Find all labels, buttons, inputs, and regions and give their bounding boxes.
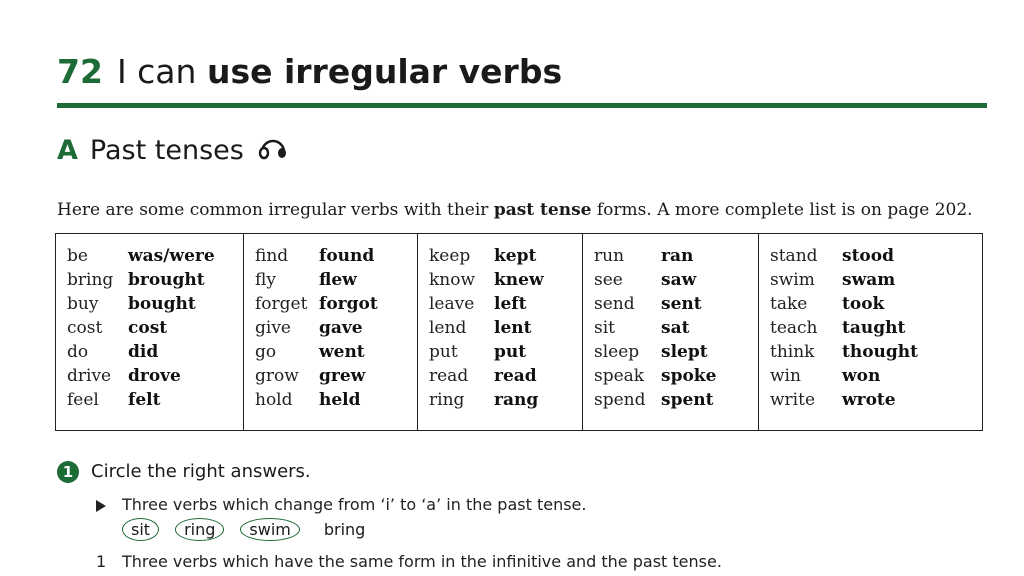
past-tense: stood (842, 246, 894, 266)
infinitive: speak (594, 366, 645, 386)
past-tense: took (842, 294, 885, 314)
verb-row (770, 388, 981, 412)
infinitive: win (770, 366, 801, 386)
example-arrow-icon (96, 500, 106, 512)
past-tense: lent (494, 318, 532, 338)
infinitive: fly (255, 270, 276, 290)
past-tense: kept (494, 246, 537, 266)
infinitive: hold (255, 390, 293, 410)
infinitive: sit (594, 318, 615, 338)
exercise-heading (57, 459, 311, 485)
infinitive: feel (67, 390, 99, 410)
infinitive: leave (429, 294, 475, 314)
exercise-item (96, 551, 722, 573)
past-tense: saw (661, 270, 697, 290)
intro-after: forms. A more complete list is on page 202. (596, 200, 973, 220)
infinitive: keep (429, 246, 471, 266)
past-tense: cost (128, 318, 168, 338)
past-tense: ran (661, 246, 694, 266)
past-tense: sent (661, 294, 702, 314)
infinitive: read (429, 366, 469, 386)
verb-row (255, 292, 417, 316)
infinitive: grow (255, 366, 299, 386)
verb-row (255, 244, 417, 268)
past-tense: grew (319, 366, 366, 386)
verb-row (594, 292, 758, 316)
infinitive: cost (67, 318, 103, 338)
verb-column (244, 234, 418, 430)
past-tense: spent (661, 390, 714, 410)
past-tense: swam (842, 270, 896, 290)
past-tense: flew (319, 270, 357, 290)
verb-row (770, 268, 981, 292)
past-tense: bought (128, 294, 196, 314)
verb-row (429, 244, 582, 268)
verb-row (255, 268, 417, 292)
infinitive: write (770, 390, 816, 410)
section-letter: A (57, 135, 78, 166)
unit-title-plain: I can (116, 52, 197, 91)
infinitive: find (255, 246, 289, 266)
infinitive: buy (67, 294, 99, 314)
answer-option[interactable]: ring (175, 518, 224, 541)
past-tense: won (842, 366, 881, 386)
item-text: Three verbs which have the same form in the infinitive and the past tense. (122, 552, 722, 571)
verb-column (418, 234, 583, 430)
past-tense: held (319, 390, 361, 410)
verb-column (759, 234, 981, 430)
verb-row (770, 364, 981, 388)
answer-option[interactable]: sit (122, 518, 159, 541)
past-tense: brought (128, 270, 205, 290)
verb-row (429, 340, 582, 364)
example-text: Three verbs which change from ‘i’ to ‘a’ in the past tense. (122, 495, 587, 514)
verb-table (55, 233, 983, 431)
infinitive: put (429, 342, 458, 362)
infinitive: do (67, 342, 89, 362)
section-heading (57, 133, 288, 170)
past-tense: slept (661, 342, 708, 362)
infinitive: bring (67, 270, 114, 290)
verb-column (56, 234, 244, 430)
verb-row (67, 340, 243, 364)
verb-row (67, 268, 243, 292)
infinitive: lend (429, 318, 467, 338)
past-tense: was/were (128, 246, 215, 266)
verb-row (429, 292, 582, 316)
verb-row (594, 388, 758, 412)
past-tense: put (494, 342, 527, 362)
verb-row (255, 340, 417, 364)
verb-row (67, 388, 243, 412)
example-line (96, 494, 586, 516)
verb-row (594, 364, 758, 388)
verb-row (255, 364, 417, 388)
verb-column (583, 234, 759, 430)
section-title: Past tenses (89, 135, 244, 166)
infinitive: know (429, 270, 476, 290)
verb-row (770, 340, 981, 364)
verb-row (429, 268, 582, 292)
infinitive: see (594, 270, 623, 290)
past-tense: gave (319, 318, 363, 338)
verb-row (594, 340, 758, 364)
infinitive: be (67, 246, 88, 266)
infinitive: run (594, 246, 625, 266)
past-tense: forgot (319, 294, 378, 314)
verb-row (429, 316, 582, 340)
infinitive: take (770, 294, 808, 314)
verb-row (429, 388, 582, 412)
example-options (122, 518, 389, 541)
past-tense: thought (842, 342, 919, 362)
verb-row (255, 388, 417, 412)
past-tense: rang (494, 390, 539, 410)
verb-row (770, 316, 981, 340)
past-tense: felt (128, 390, 161, 410)
past-tense: sat (661, 318, 690, 338)
infinitive: forget (255, 294, 308, 314)
intro-text (57, 198, 973, 222)
verb-row (255, 316, 417, 340)
infinitive: ring (429, 390, 465, 410)
infinitive: spend (594, 390, 646, 410)
headphones-icon[interactable] (258, 134, 288, 170)
verb-row (67, 316, 243, 340)
verb-row (770, 292, 981, 316)
intro-bold: past tense (493, 200, 592, 220)
verb-row (429, 364, 582, 388)
verb-row (67, 364, 243, 388)
past-tense: did (128, 342, 159, 362)
title-rule (57, 103, 987, 108)
past-tense: wrote (842, 390, 896, 410)
past-tense: knew (494, 270, 544, 290)
verb-row (770, 244, 981, 268)
infinitive: give (255, 318, 291, 338)
intro-before: Here are some common irregular verbs with their (57, 200, 489, 220)
unit-title (57, 50, 562, 94)
exercise-instruction: Circle the right answers. (91, 461, 311, 482)
past-tense: left (494, 294, 527, 314)
verb-row (594, 268, 758, 292)
verb-row (67, 244, 243, 268)
past-tense: read (494, 366, 537, 386)
infinitive: stand (770, 246, 818, 266)
infinitive: go (255, 342, 277, 362)
answer-option[interactable]: bring (323, 520, 366, 539)
unit-title-bold: use irregular verbs (206, 52, 563, 91)
unit-number: 72 (57, 52, 103, 91)
item-number: 1 (96, 552, 107, 571)
past-tense: spoke (661, 366, 717, 386)
verb-row (594, 244, 758, 268)
past-tense: taught (842, 318, 906, 338)
infinitive: send (594, 294, 635, 314)
verb-row (67, 292, 243, 316)
infinitive: teach (770, 318, 818, 338)
verb-row (594, 316, 758, 340)
exercise-number: 1 (57, 461, 79, 483)
infinitive: drive (67, 366, 112, 386)
infinitive: swim (770, 270, 815, 290)
infinitive: sleep (594, 342, 640, 362)
past-tense: went (319, 342, 365, 362)
past-tense: found (319, 246, 375, 266)
past-tense: drove (128, 366, 181, 386)
infinitive: think (770, 342, 815, 362)
answer-option[interactable]: swim (240, 518, 299, 541)
